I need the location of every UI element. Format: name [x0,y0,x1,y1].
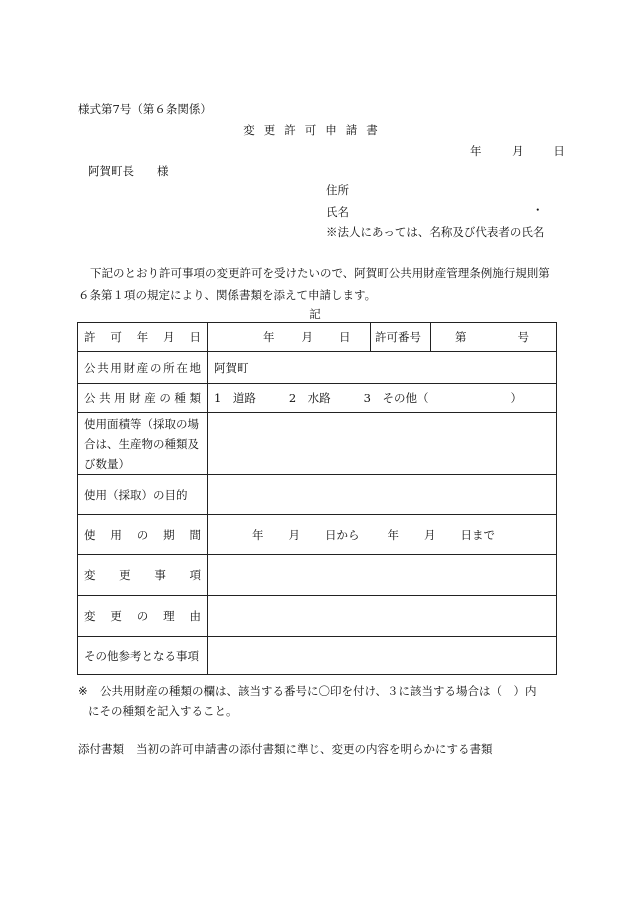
permit-date-label: 許 可 年 月 日 [78,323,208,352]
other-notes-field[interactable] [208,637,557,675]
usage-area-label: 使用面積等（採取の場合は、生産物の種類及び数量） [78,413,208,475]
option-other-close: ） [510,391,522,405]
change-reason-field[interactable] [208,596,557,637]
row-usage-period [78,515,557,555]
application-statement: 下記のとおり許可事項の変更許可を受けたいので、阿賀町公共用財産管理条例施行規則第６条第１項の規定により、関係書類を添えて申請します。 [78,266,550,302]
permit-number-prefix: 第 [455,330,467,344]
row-usage-area [78,413,557,475]
period-from-day: 日から [325,527,360,542]
period-to-day: 日まで [460,527,495,542]
row-change-item [78,555,557,596]
footnote-line1: 公共用財産の種類の欄は、該当する番号に〇印を付け、３に該当する場合は（ ）内 [100,684,537,698]
application-date [470,143,565,159]
date-month-label: 月 [512,144,524,158]
option-other[interactable]: 3 その他（ [363,391,429,405]
footnote [78,681,558,721]
row-permit-date [78,323,557,352]
property-type-field[interactable] [208,384,557,413]
change-item-label: 変 更 事 項 [78,555,208,596]
attachments-label: 添付書類 [78,742,124,756]
document-title: 変更許可申請書 [243,123,387,137]
addressee: 阿賀町長 様 [88,164,169,178]
permit-date-field[interactable] [208,323,371,352]
attachments-text: 当初の許可申請書の添付書類に準じ、変更の内容を明らかにする書類 [136,742,493,756]
ki-heading: 記 [309,307,321,321]
change-reason-label: 変 更 の 理 由 [78,596,208,637]
period-from-month: 月 [288,527,300,542]
seal-mark: ・ [532,203,544,217]
period-to-year: 年 [387,527,399,542]
location-label: 公 共 用 財 産 の 所 在 地 [78,352,208,384]
row-location [78,352,557,384]
period-to-month: 月 [424,527,436,542]
corporate-note: ※法人にあっては、名称及び代表者の氏名 [326,225,545,239]
other-notes-label: その他参考となる事項 [78,637,208,675]
option-waterway[interactable]: 2 水路 [288,391,331,405]
property-type-label: 公 共 用 財 産 の 種 類 [78,384,208,413]
permit-number-label: 許可番号 [371,323,431,352]
change-item-field[interactable] [208,555,557,596]
row-property-type [78,384,557,413]
permit-day: 日 [339,330,351,344]
location-field[interactable]: 阿賀町 [208,352,557,384]
name-label: 氏名 [326,205,349,219]
permit-month: 月 [301,330,313,344]
date-year-label: 年 [470,144,482,158]
permit-number-field[interactable] [431,323,557,352]
permit-number-suffix: 号 [517,330,529,344]
option-road[interactable]: 1 道路 [214,391,256,405]
footnote-mark: ※ [78,684,88,698]
permit-year: 年 [263,330,275,344]
row-other-notes [78,637,557,675]
usage-period-label: 使 用 の 期 間 [78,515,208,555]
usage-area-field[interactable] [208,413,557,475]
footnote-line2: にその種類を記入すること。 [88,704,238,718]
form-number: 様式第7号（第６条関係） [78,102,212,116]
application-form-table [77,322,557,675]
row-change-reason [78,596,557,637]
attachments [78,741,493,757]
usage-period-field[interactable] [208,515,557,555]
usage-purpose-field[interactable] [208,475,557,515]
period-from-year: 年 [252,527,264,542]
address-label: 住所 [326,183,349,197]
row-usage-purpose [78,475,557,515]
usage-purpose-label: 使用（採取）の目的 [78,475,208,515]
date-day-label: 日 [553,144,565,158]
